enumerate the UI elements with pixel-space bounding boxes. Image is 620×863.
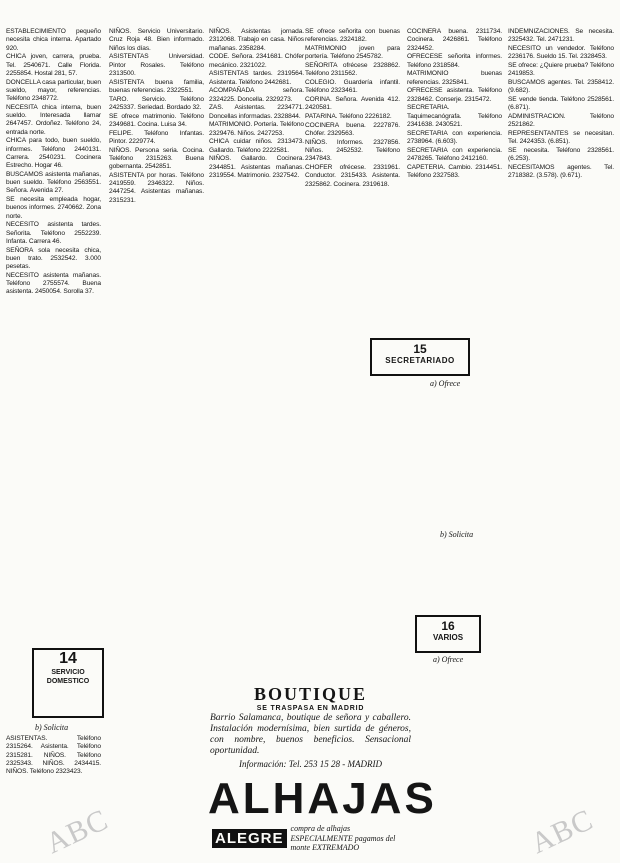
classified-ad: NIÑOS. Servicio Universitario. Cruz Roja 48. Bien informado. Niños los días.: [109, 28, 204, 52]
classified-column-6: [508, 28, 614, 848]
classified-ad: NECESITAMOS agentes. Tel. 2718382. (3.578). (9.671).: [508, 164, 614, 180]
section-number: 15: [413, 342, 427, 356]
classified-ad: SE necesita. Teléfono 2328561. (6.253).: [508, 147, 614, 163]
classified-ad: CHICA cuidar niños. 2313473. Gallardo. Teléfono 2222581.: [209, 138, 304, 154]
classified-ad: ADMINISTRACION. Teléfono 2521862.: [508, 113, 614, 129]
classified-ad: CAPETERIA. Cambio. 2314451. Teléfono 2327583.: [407, 163, 502, 179]
section-label: VARIOS: [432, 633, 464, 642]
classified-ad: SE necesita empleada hogar, buenos informes. 2740662. Zona norte.: [6, 196, 101, 220]
classified-ad: CORINA. Señora. Avenida 412. 2420581.: [305, 96, 400, 112]
classified-ad: NIÑOS. Asistentas jornada. 2312068. Trabajo en casa. Niños mañanas. 2358284.: [209, 28, 304, 52]
section-label: SERVICIO: [51, 669, 85, 676]
subsection-label: a) Ofrece: [430, 379, 461, 388]
abc-watermark: ABC: [40, 802, 114, 861]
classified-column-1: [6, 28, 101, 648]
ad-body: Barrio Salamanca, boutique de señora y caballero. Instalación modernísima, bien surtida de géneros, con nombre, buenos beneficios. Sensacional oportunidad.: [210, 713, 411, 756]
classified-ad: SE ofrece señorita con buenas referencias. 2324182.: [305, 28, 400, 44]
section-label: SECRETARIADO: [385, 356, 455, 365]
classified-ad: CHICA joven, carrera, prueba. Tel. 2540671. Calle Florida. 2255854. Hostal 281, 57.: [6, 53, 101, 77]
classified-ad: ACOMPAÑADA señora. 2324225. Doncella. 2329273.: [209, 87, 304, 103]
boutique-advertisement: [208, 680, 437, 855]
classified-ad: BUSCAMOS agentes. Tel. 2358412. (9.682).: [508, 79, 614, 95]
classified-ad: SEÑORITA ofrécese 2328862. Teléfono 2311562.: [305, 62, 400, 78]
classified-ad: INDEMNIZACIONES. Se necesita. 2325432. Tel. 2471231.: [508, 28, 614, 44]
alhajas-headline: ALHAJAS: [208, 774, 437, 823]
classified-ad: NECESITO asistenta mañanas. Teléfono 2755574. Buena asistenta. 2450054. Sorolla 37.: [6, 271, 101, 296]
subsection-label: b) Solicita: [440, 530, 474, 539]
classified-ad: ASISTENTAS Universidad. Pintor Rosales. Teléfono 2313500.: [109, 53, 204, 77]
section-header-14: [32, 648, 104, 718]
classified-ad: BUSCAMOS asistenta mañanas, buen sueldo. Teléfono 2563551. Señora. Avenida 27.: [6, 170, 101, 195]
classified-ad: CHOFER ofrécese. 2331961. Conductor. 2315433. Asistenta. 2325862. Cocinera. 2319618.: [305, 164, 400, 188]
classified-column-5: [407, 28, 502, 848]
section-number: 16: [441, 619, 455, 633]
alegre-logo: ALEGRE: [212, 829, 287, 848]
classified-ad: CHICA para todo, buen sueldo, informes. Teléfono 2440131. Carrera. 2540231. Cocinera Estrecho. Hogar 46.: [6, 137, 101, 169]
ad-contact: Información: Tel. 253 15 28 - MADRID: [239, 759, 382, 769]
classified-ad: ASISTENTAS. Teléfono 2315264. Asistenta. Teléfono 2315281. NIÑOS. Teléfono 2325343. NIÑOS. 2434415. NIÑOS. Teléfono 2323423.: [6, 735, 101, 775]
classified-ad: SE ofrece: ¿Quiere prueba? Teléfono 2419853.: [508, 62, 614, 78]
ad-title: BOUTIQUE: [253, 684, 368, 704]
classified-ad: NECESITO asistenta tardes. Señorita. Teléfono 2552239. Infanta. Carrera 46.: [6, 221, 101, 245]
classified-ad: NIÑOS. Persona seria. Cocina. Teléfono 2315263. Buena gobernanta. 2542851.: [109, 146, 204, 170]
subsection-label: b) Solicita: [35, 723, 69, 732]
classified-ad: SECRETARIA con experiencia. 2478265. Teléfono 2412160.: [407, 146, 502, 162]
classified-ad: SECRETARIA con experiencia. 2738964. (6.603).: [407, 129, 502, 145]
classified-ad: NIÑOS. Informes. 2327856. Niños. 2452532. Teléfono 2347843.: [305, 138, 400, 163]
classified-ad: FELIPE. Teléfono Infantas. Pintor. 2229774.: [109, 129, 204, 145]
subsection-label: a) Ofrece: [433, 655, 464, 664]
classified-ad: COLEGIO. Guardería infantil. Teléfono 2323461.: [305, 79, 400, 95]
classified-ad: COCINERA buena. 2311734. Cocinera. 2426861. Teléfono 2324452.: [407, 28, 502, 52]
classified-ad: ESTABLECIMIENTO pequeño necesita chica interna. Apartado 920.: [6, 28, 101, 52]
classified-ad: OFRECESE asistenta. Teléfono 2328462. Conserje. 2315472.: [407, 87, 502, 103]
classified-ad: SE vende tienda. Teléfono 2528561. (6.871).: [508, 96, 614, 112]
section-number: 14: [59, 650, 77, 667]
classified-ad: NIÑOS. Gallardo. Cocinera. 2344851. Asistentas mañanas. 2319554. Matrimonio. 2327542.: [209, 155, 304, 179]
classified-column-2: [109, 28, 204, 848]
classified-ad: ZAS. Asistentas. 2234771. Doncellas informadas. 2328844.: [209, 104, 304, 120]
classified-ad: REPRESENTANTES se necesitan. Tel. 2424353. (6.851).: [508, 130, 614, 146]
classified-ad: NECESITA chica interna, buen sueldo. Interesada llamar 2647457. Ordoñez. Teléfono 24, entrada norte.: [6, 103, 101, 136]
ad-subtitle: SE TRASPASA EN MADRID: [256, 705, 365, 712]
classified-ad: NECESITO un vendedor. Teléfono 2236176. Sueldo 15. Tel. 2328453.: [508, 45, 614, 61]
classified-ad: COCINERA buena. 2227876. Chófer. 2329563.: [305, 121, 400, 137]
classified-ad: TARO. Servicio. Teléfono 2425337. Seriedad. Bordado 32.: [109, 95, 204, 111]
ad-tagline: compra de alhajas ESPECIALMENTE pagamos del monte EXTREMADO: [290, 824, 396, 852]
classified-ad: MATRIMONIO. Portería. Teléfono 2329476. Niños. 2427253.: [209, 121, 304, 137]
classified-ad: SECRETARIA. Taquimecanógrafa. Teléfono 2341638. 2430521.: [407, 104, 502, 128]
classified-ad: ASISTENTAS tardes. 2319564. Asistenta. Teléfono 2442681.: [209, 70, 304, 86]
classified-ad: ASISTENTA buena familia, buenas referencias. 2322551.: [109, 78, 204, 94]
section-label: DOMESTICO: [46, 678, 90, 685]
classified-ad: OFRECESE señorita informes. Teléfono 2318584.: [407, 53, 502, 69]
classified-ad: SEÑORA sola necesita chica, buen trato. 2532542. 3.000 pesetas.: [6, 246, 101, 270]
classified-column-3: [209, 28, 304, 606]
classified-ad: CODE. Señora. 2341681. Chófer mecánico. 2321022.: [209, 53, 304, 69]
classified-ad: DONCELLA casa particular, buen sueldo, mayor, referencias. Teléfono 2348772.: [6, 78, 101, 102]
classified-ad: MATRIMONIO buenas referencias. 2325841.: [407, 70, 502, 86]
classified-ad: MATRIMONIO joven para portería. Teléfono 2545782.: [305, 45, 400, 61]
classified-ad: ASISTENTA por horas. Teléfono 2419559. 2346322. Niños. 2447254. Asistentas mañanas. 2315231.: [109, 171, 204, 204]
classified-ad: SE ofrece matrimonio. Teléfono 2349681. Cocina. Luisa 34.: [109, 112, 204, 128]
abc-watermark: ABC: [525, 802, 599, 861]
section-header-16: [415, 615, 481, 653]
classified-ad: PATARINA. Teléfono 2226182.: [305, 113, 392, 120]
section-header-15: [370, 338, 470, 376]
